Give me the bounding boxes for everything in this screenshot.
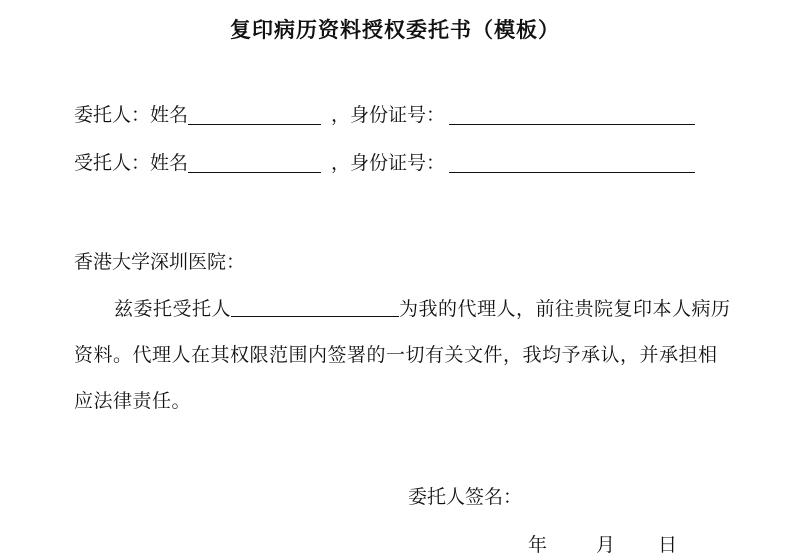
body-part1: 兹委托受托人 (114, 298, 232, 320)
agent-id-label: ，身份证号： (331, 152, 446, 174)
signature-label: 委托人签名： (408, 486, 523, 508)
date-year: 年 (528, 534, 548, 556)
principal-id-blank (449, 104, 695, 125)
agent-role-label: 受托人： (74, 152, 151, 174)
date-line (528, 530, 677, 557)
agent-id-blank (449, 152, 695, 173)
body-paragraph (74, 286, 734, 424)
principal-name-blank (188, 104, 321, 125)
date-day: 日 (658, 534, 678, 556)
agent-inline-blank (231, 298, 399, 317)
principal-role-label: 委托人： (74, 104, 151, 126)
principal-name-label: 姓名 (150, 104, 189, 126)
agent-name-label: 姓名 (150, 152, 189, 174)
document-title: 复印病历资料授权委托书（模板） (230, 17, 560, 42)
agent-line (74, 151, 695, 175)
body-part2: 为我的代理人，前往贵院复印本人病历资料。代理人在其权限范围内签署的一切有关文件，我均予承认，并承担相应法律责任。 (74, 298, 731, 412)
principal-line (74, 103, 695, 127)
date-month: 月 (596, 534, 616, 556)
addressee-text: 香港大学深圳医院： (74, 251, 246, 273)
agent-name-blank (188, 152, 321, 173)
addressee (74, 250, 245, 274)
principal-id-label: ，身份证号： (331, 104, 446, 126)
